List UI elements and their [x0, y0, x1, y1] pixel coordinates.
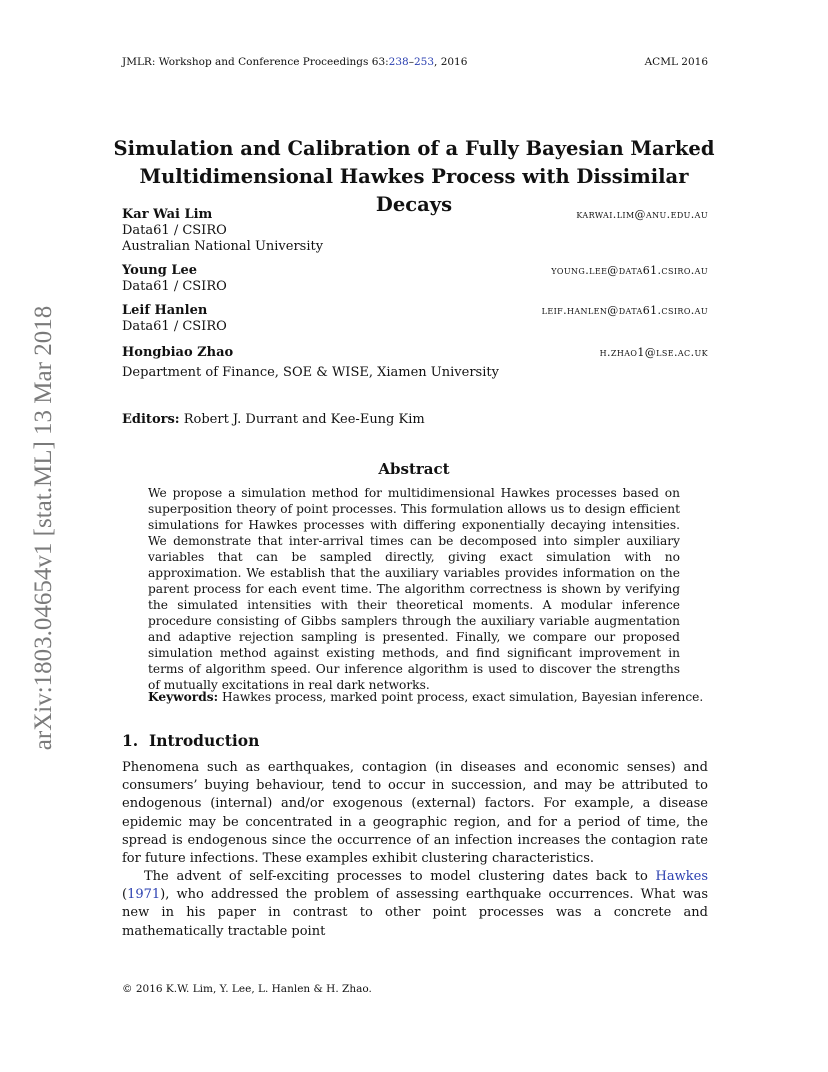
abstract-text: We propose a simulation method for multidimensional Hawkes processes based on superposition theory of point processes. This formulation allows us to design efficient simulations for Hawkes processes with differing exponentially decaying intensities. We demonstrate that inter-arrival times can be decomposed into simpler auxiliary variables that can be sampled directly, giving exact simulation with no approximation. We establish that the auxiliary variables provides information on the parent process for each event time. The algorithm correctness is shown by verifying the simulated intensities with their theoretical moments. A modular inference procedure consisting of Gibbs samplers through the auxiliary variable augmentation and adaptive rejection sampling is presented. Finally, we compare our proposed simulation method against existing methods, and find significant improvement in terms of algorithm speed. Our inference algorithm is used to discover the strengths of mutually excitations in real dark networks. — [148, 486, 680, 692]
keywords-text: Hawkes process, marked point process, exact simulation, Bayesian inference. — [221, 690, 704, 704]
author-affiliation: Data61 / CSIRO — [122, 223, 227, 238]
intro-paragraph-2: The advent of self-exciting processes to model clustering dates back to Hawkes (1971), who addressed the problem of assessing earthquake occurrences. What was new in his paper in contrast to other point processes was a concrete and mathematically tractable point — [122, 869, 708, 939]
author-block — [122, 263, 708, 295]
author-block — [122, 207, 708, 255]
author-affiliation: Data61 / CSIRO — [122, 279, 227, 294]
citation-year-link[interactable]: 1971 — [127, 887, 161, 903]
author-email[interactable]: h.zhao1@lse.ac.uk — [599, 346, 708, 359]
author-affiliation: Department of Finance, SOE & WISE, Xiamen University — [122, 365, 499, 380]
paper-title: Simulation and Calibration of a Fully Bayesian Marked Multidimensional Hawkes Process with Dissimilar Decays — [113, 137, 715, 216]
author-affiliation: Data61 / CSIRO — [122, 319, 227, 334]
author-affiliation: Australian National University — [122, 239, 324, 254]
copyright-notice: © 2016 K.W. Lim, Y. Lee, L. Hanlen & H. Zhao. — [122, 983, 372, 995]
running-header-journal: JMLR: Workshop and Conference Proceedings 63:238–253, 2016 — [122, 56, 468, 68]
section-heading: 1. Introduction — [122, 731, 260, 750]
author-block — [122, 303, 708, 335]
citation-link[interactable]: Hawkes — [655, 869, 708, 884]
running-header-conference: ACML 2016 — [644, 56, 708, 68]
keywords-label: Keywords: — [148, 690, 219, 704]
author-name: Young Lee — [122, 263, 198, 278]
author-email[interactable]: karwai.lim@anu.edu.au — [576, 208, 708, 221]
author-email[interactable]: leif.hanlen@data61.csiro.au — [541, 304, 708, 317]
page-start-link[interactable]: 238 — [388, 56, 409, 68]
editors-names: Robert J. Durrant and Kee-Eung Kim — [183, 412, 425, 427]
author-name: Leif Hanlen — [122, 303, 208, 318]
abstract-heading: Abstract — [378, 460, 450, 478]
arxiv-id: arXiv:1803.04654v1 [stat.ML] 13 Mar 2018 — [30, 305, 57, 751]
keywords-line — [148, 690, 708, 704]
intro-paragraph-1: Phenomena such as earthquakes, contagion (in diseases and economic senses) and consumers’ buying behaviour, tend to occur in succession, and may be attributed to endogenous (internal) and/or exogenous (external) factors. For example, a disease epidemic may be concentrated in a geographic region, and for a period of time, the spread is endogenous since the occurrence of an infection increases the contagion rate for future infections. These examples exhibit clustering characteristics. — [122, 760, 708, 867]
page-end-link[interactable]: 253 — [413, 56, 435, 68]
editors-label: Editors: — [122, 412, 180, 427]
author-email[interactable]: young.lee@data61.csiro.au — [551, 264, 708, 277]
editors-line — [122, 412, 425, 427]
author-name: Hongbiao Zhao — [122, 345, 234, 360]
author-block — [122, 345, 708, 381]
author-name: Kar Wai Lim — [122, 207, 213, 222]
